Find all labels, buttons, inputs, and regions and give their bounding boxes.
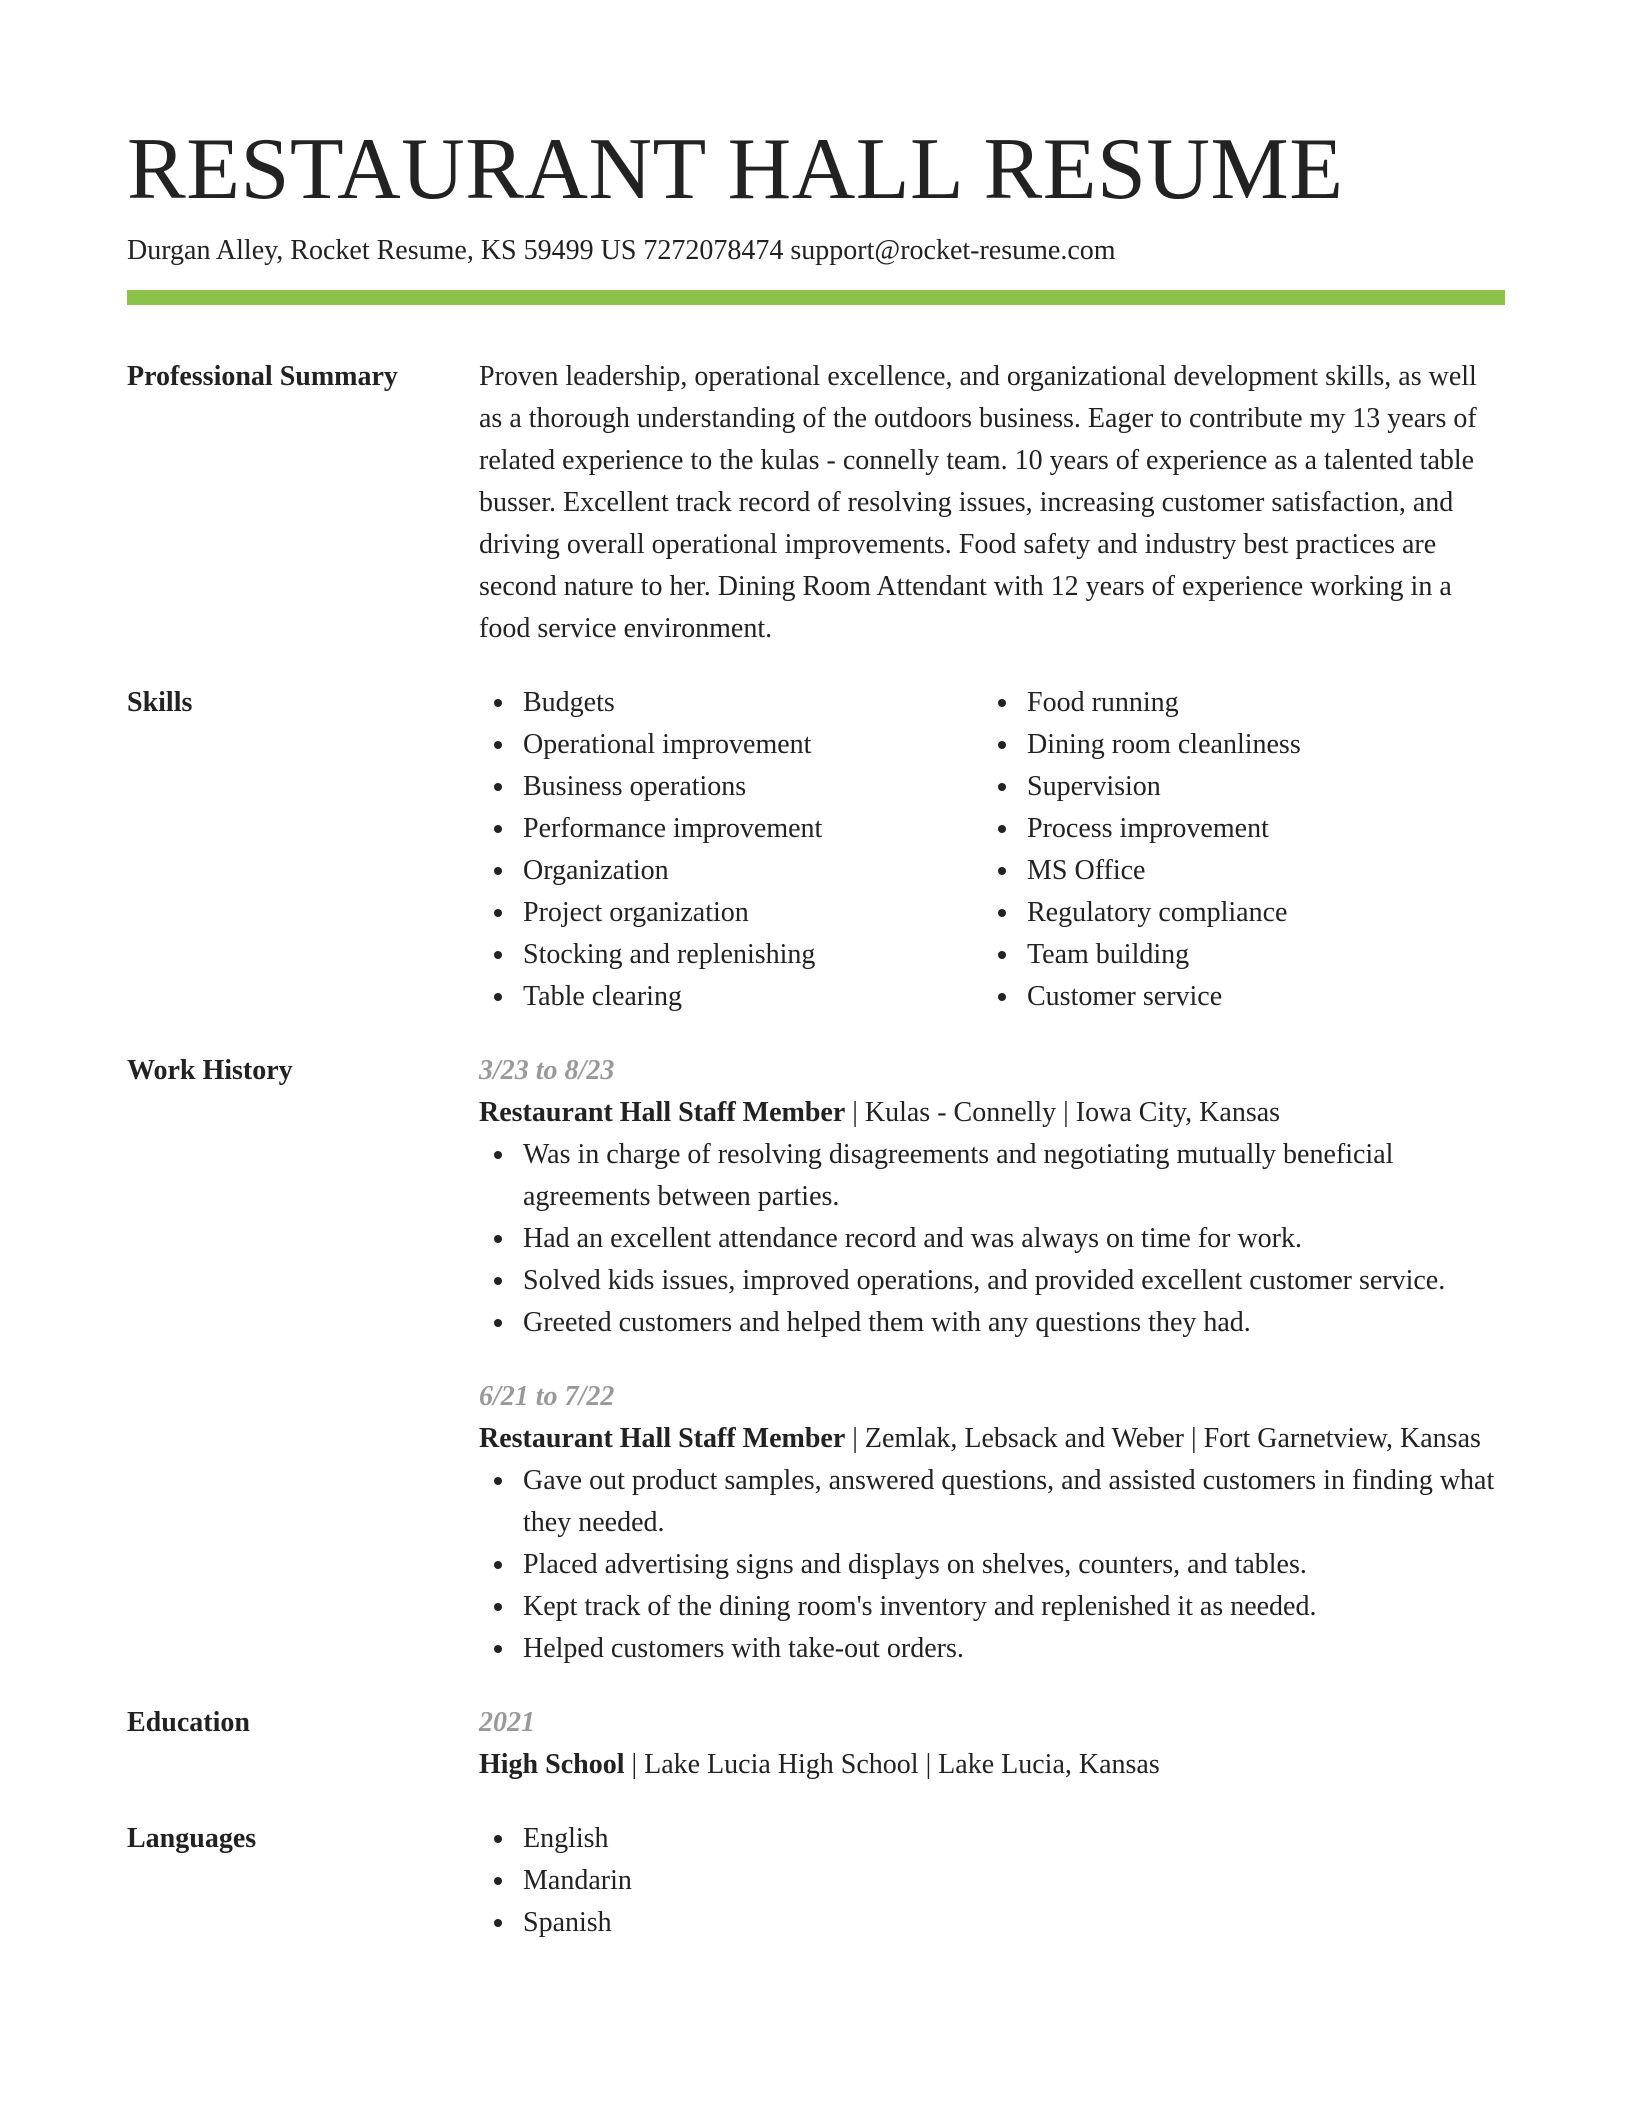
job-entry	[479, 1376, 1505, 1670]
job-employer-location: | Kulas - Connelly | Iowa City, Kansas	[845, 1097, 1281, 1128]
skills-list-right	[983, 682, 1505, 1018]
skill-item: Stocking and replenishing	[479, 934, 983, 976]
skills-grid	[479, 682, 1505, 1018]
section-label-skills: Skills	[127, 687, 193, 718]
job-dates: 3/23 to 8/23	[479, 1055, 615, 1086]
skill-item: Operational improvement	[479, 724, 983, 766]
language-item: English	[479, 1818, 1505, 1860]
language-item: Spanish	[479, 1902, 1505, 1944]
education-year: 2021	[479, 1707, 535, 1738]
job-dates: 6/21 to 7/22	[479, 1381, 615, 1412]
section-label-education: Education	[127, 1707, 250, 1738]
section-professional-summary	[127, 356, 1505, 650]
skill-item: Supervision	[983, 766, 1505, 808]
languages-body	[479, 1818, 1505, 1944]
job-spacer	[479, 1344, 1505, 1376]
job-duty-item: Gave out product samples, answered questions, and assisted customers in finding what they needed.	[479, 1460, 1505, 1544]
section-label-work: Work History	[127, 1055, 293, 1086]
languages-list	[479, 1818, 1505, 1944]
section-label-languages: Languages	[127, 1823, 257, 1854]
job-role: Restaurant Hall Staff Member	[479, 1423, 846, 1454]
job-duty-item: Had an excellent attendance record and was always on time for work.	[479, 1218, 1505, 1260]
job-duty-item: Placed advertising signs and displays on shelves, counters, and tables.	[479, 1544, 1505, 1586]
resume-title: RESTAURANT HALL RESUME	[127, 121, 1344, 218]
skill-item: Performance improvement	[479, 808, 983, 850]
job-duty-item: Solved kids issues, improved operations, and provided excellent customer service.	[479, 1260, 1505, 1302]
summary-text: Proven leadership, operational excellence, and organizational development skills, as well as a thorough understanding of the outdoors business. Eager to contribute my 13 years of related experience to the kulas - connelly team. 10 years of experience as a talented table busser. Excellent track record of resolving issues, increasing customer satisfaction, and driving overall operational improvements. Food safety and industry best practices are second nature to her. Dining Room Attendant with 12 years of experience working in a food service environment.	[479, 361, 1477, 644]
skill-item: Business operations	[479, 766, 983, 808]
skill-item: Team building	[983, 934, 1505, 976]
section-education	[127, 1702, 1505, 1786]
job-role: Restaurant Hall Staff Member	[479, 1097, 846, 1128]
section-work-history	[127, 1050, 1505, 1670]
skill-item: Table clearing	[479, 976, 983, 1018]
job-employer-location: | Zemlak, Lebsack and Weber | Fort Garnetview, Kansas	[845, 1423, 1481, 1454]
job-duty-item: Was in charge of resolving disagreements and negotiating mutually beneficial agreements between parties.	[479, 1134, 1505, 1218]
skill-item: Food running	[983, 682, 1505, 724]
accent-divider	[127, 290, 1505, 305]
skill-item: Organization	[479, 850, 983, 892]
skill-item: Dining room cleanliness	[983, 724, 1505, 766]
skill-item: Customer service	[983, 976, 1505, 1018]
job-title-line	[479, 1092, 1505, 1134]
section-skills	[127, 682, 1505, 1018]
job-duties-list	[479, 1460, 1505, 1670]
education-degree: High School	[479, 1749, 625, 1780]
language-item: Mandarin	[479, 1860, 1505, 1902]
job-title-line	[479, 1418, 1505, 1460]
skills-list-left	[479, 682, 983, 1018]
job-entry	[479, 1050, 1505, 1344]
summary-body	[479, 356, 1505, 650]
section-languages	[127, 1818, 1505, 1944]
skill-item: Regulatory compliance	[983, 892, 1505, 934]
section-label-summary: Professional Summary	[127, 361, 398, 392]
job-duty-item: Greeted customers and helped them with any questions they had.	[479, 1302, 1505, 1344]
skill-item: Process improvement	[983, 808, 1505, 850]
skill-item: Budgets	[479, 682, 983, 724]
skill-item: MS Office	[983, 850, 1505, 892]
education-school-location: | Lake Lucia High School | Lake Lucia, Kansas	[624, 1749, 1160, 1780]
job-duty-item: Kept track of the dining room's inventory and replenished it as needed.	[479, 1586, 1505, 1628]
work-history-body	[479, 1050, 1505, 1670]
job-duties-list	[479, 1134, 1505, 1344]
skill-item: Project organization	[479, 892, 983, 934]
contact-line: Durgan Alley, Rocket Resume, KS 59499 US 7272078474 support@rocket-resume.com	[127, 235, 1116, 266]
resume-page	[127, 0, 1505, 1944]
education-body	[479, 1702, 1505, 1786]
education-line	[479, 1744, 1505, 1786]
job-duty-item: Helped customers with take-out orders.	[479, 1628, 1505, 1670]
